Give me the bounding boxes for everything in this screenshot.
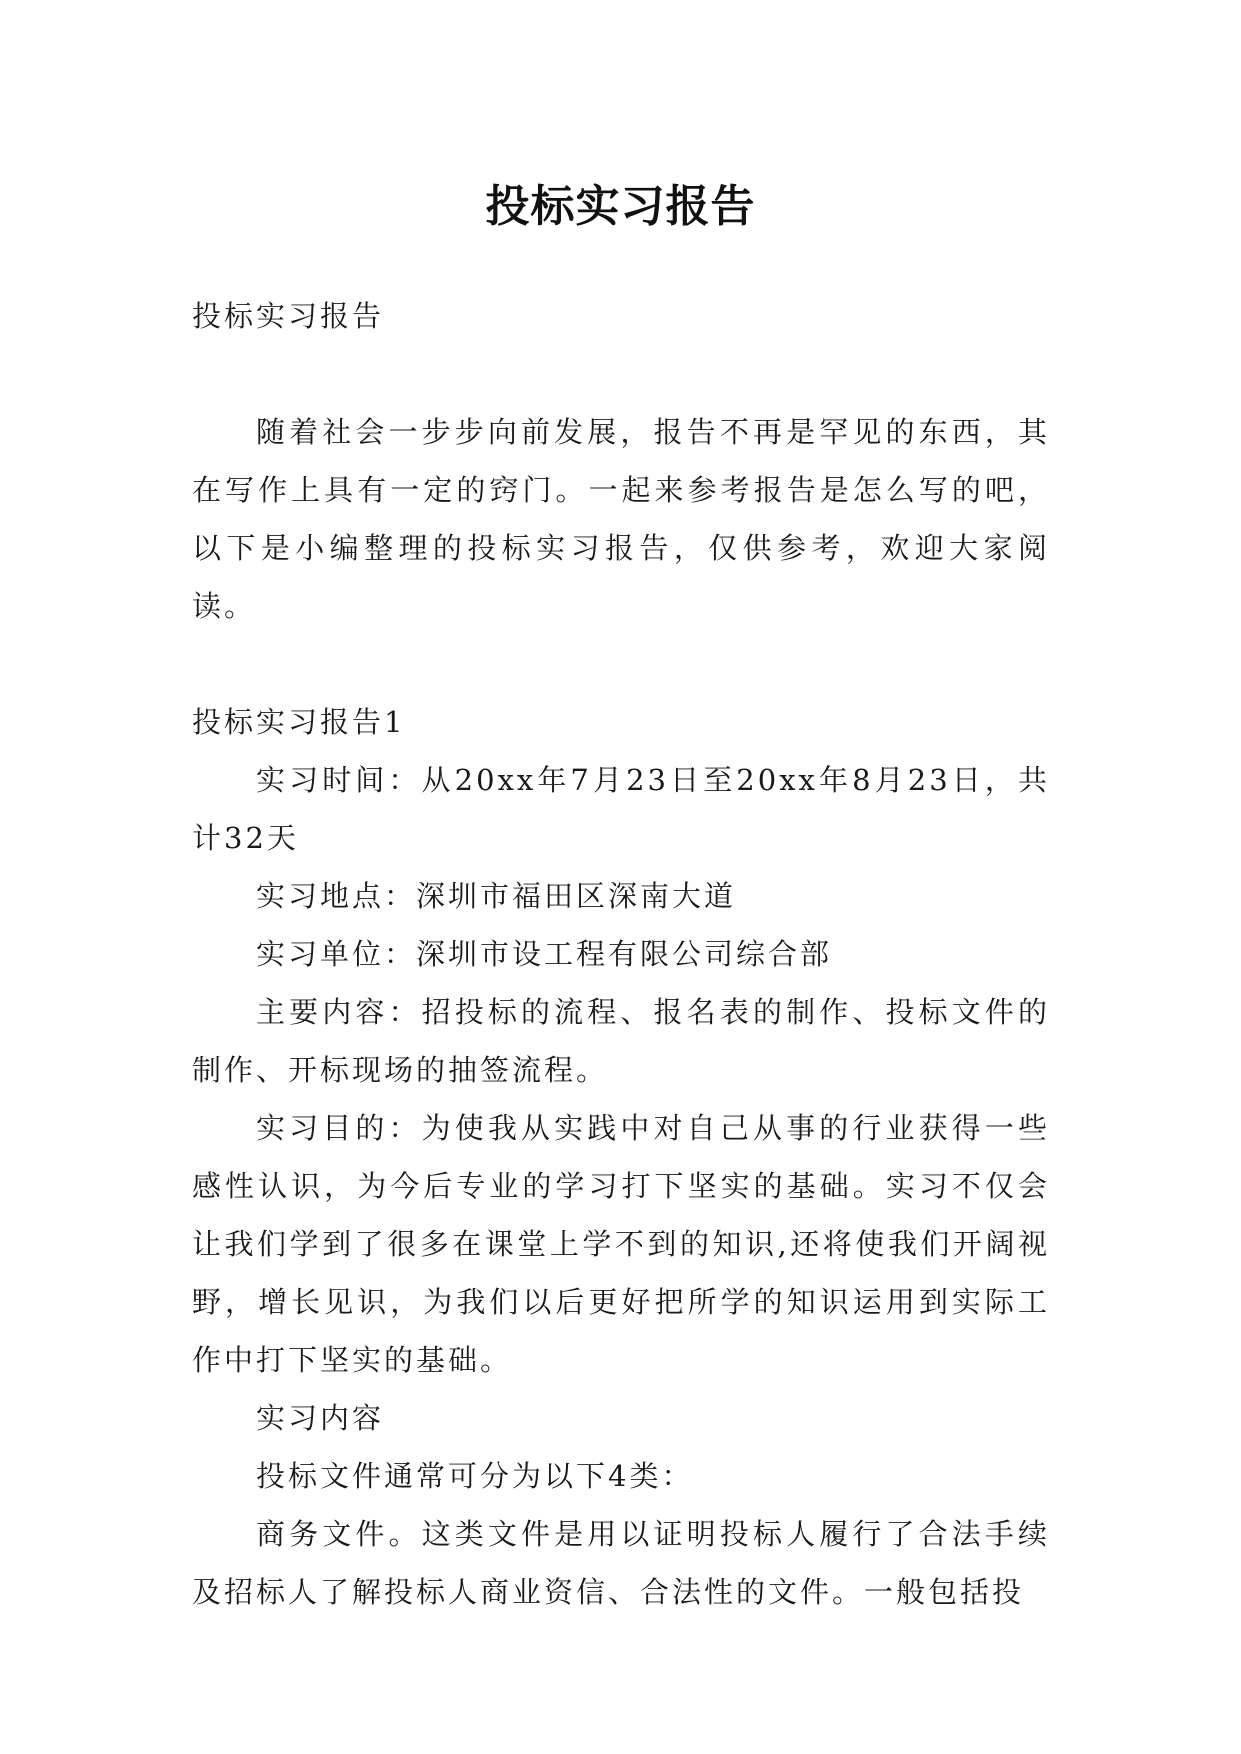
business-files-paragraph: 商务文件。这类文件是用以证明投标人履行了合法手续及招标人了解投标人商业资信、合法性的文件。一般包括投 [192, 1517, 1050, 1609]
internship-content-heading: 实习内容 [256, 1401, 385, 1435]
intro-paragraph: 随着社会一步步向前发展，报告不再是罕见的东西，其在写作上具有一定的窍门。一起来参考报告是怎么写的吧，以下是小编整理的投标实习报告，仅供参考，欢迎大家阅读。 [192, 415, 1050, 623]
internship-unit: 实习单位：深圳市设工程有限公司综合部 [256, 937, 833, 971]
section-heading: 投标实习报告1 [192, 705, 406, 739]
document-title: 投标实习报告 [485, 181, 756, 233]
bid-file-categories: 投标文件通常可分为以下4类： [256, 1459, 694, 1493]
internship-purpose: 实习目的：为使我从实践中对自己从事的行业获得一些感性认识，为今后专业的学习打下坚实的基础。实习不仅会让我们学到了很多在课堂上学不到的知识,还将使我们开阔视野，增长见识，为我们以后更好把所学的知识运用到实际工作中打下坚实的基础。 [192, 1111, 1050, 1377]
document-body [192, 287, 1050, 1621]
subtitle-line: 投标实习报告 [192, 299, 385, 333]
main-content: 主要内容：招投标的流程、报名表的制作、投标文件的制作、开标现场的抽签流程。 [192, 995, 1050, 1087]
blank-line [192, 635, 1050, 693]
internship-location: 实习地点：深圳市福田区深南大道 [256, 879, 737, 913]
internship-time: 实习时间：从20xx年7月23日至20xx年8月23日，共计32天 [192, 763, 1050, 855]
blank-line [192, 345, 1050, 403]
